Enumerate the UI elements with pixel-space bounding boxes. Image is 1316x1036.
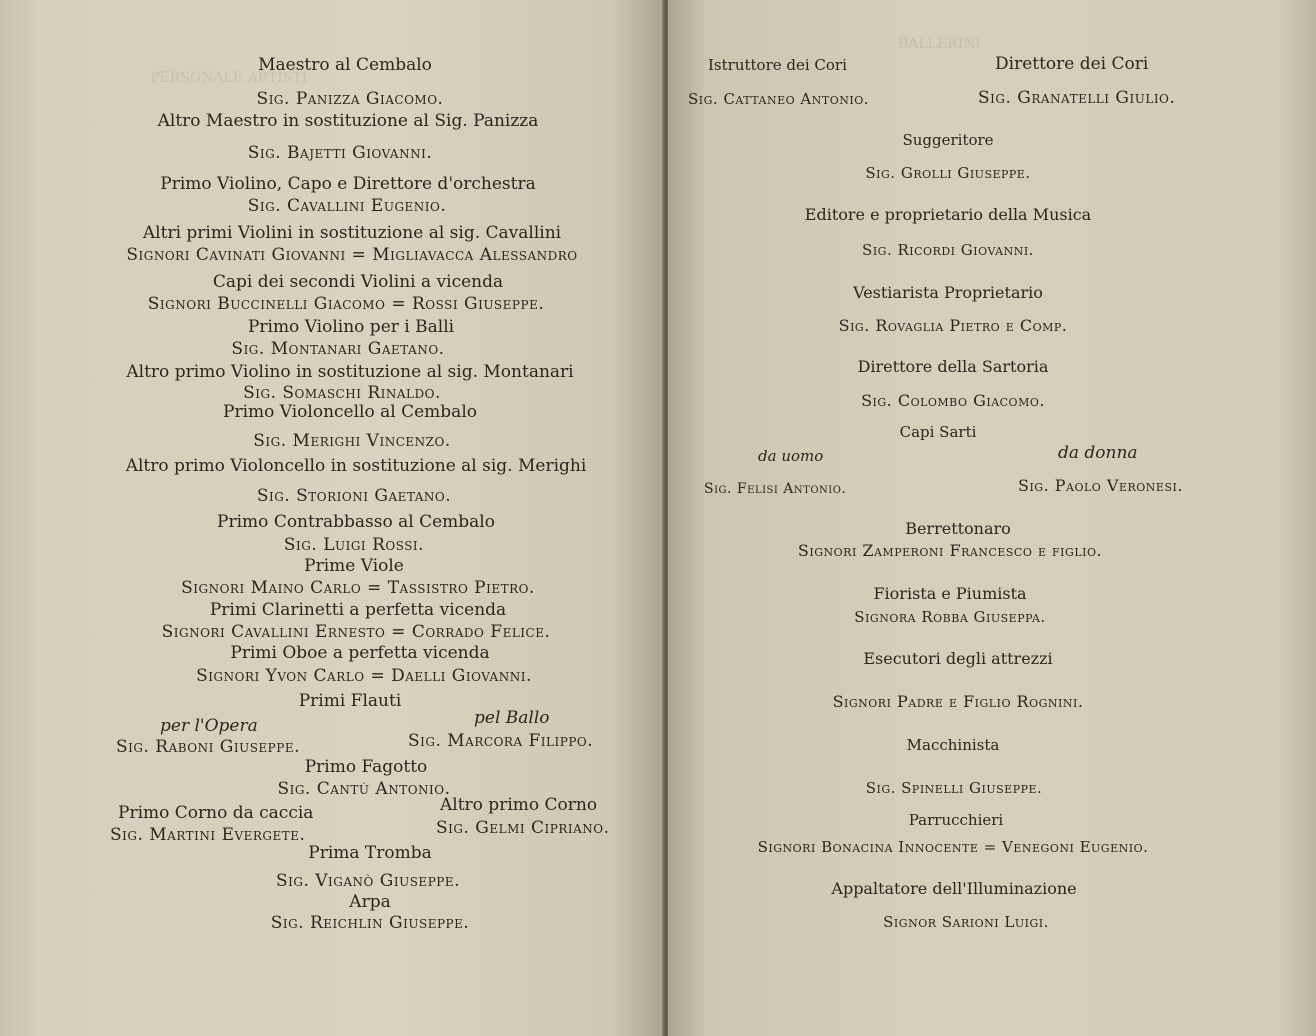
name-sartoria: Sig. Colombo Giacomo. xyxy=(861,391,1045,410)
name-direttore-cori: Sig. Granatelli Giulio. xyxy=(978,88,1176,108)
heading-violino-balli: Primo Violino per i Balli xyxy=(247,317,455,337)
heading-illuminazione: Appaltatore dell'Illuminazione xyxy=(831,879,1077,898)
name-vestiarista: Sig. Rovaglia Pietro e Comp. xyxy=(838,316,1068,335)
name-macchinista: Sig. Spinelli Giuseppe. xyxy=(865,779,1043,797)
heading-macchinista: Macchinista xyxy=(906,736,1000,754)
name-maestro-cembalo: Sig. Panizza Giacomo. xyxy=(256,89,444,109)
name-fagotto: Sig. Cantù Antonio. xyxy=(277,779,451,799)
heading-berrettonaro: Berrettonaro xyxy=(905,519,1011,538)
heading-altri-primi-violini: Altri primi Violini in sostituzione al sig. Cavallini xyxy=(142,223,562,243)
heading-clarinetti: Primi Clarinetti a perfetta vicenda xyxy=(209,600,507,620)
heading-fiorista: Fiorista e Piumista xyxy=(873,584,1027,603)
name-flauti-ballo: Sig. Marcora Filippo. xyxy=(408,731,594,751)
bleed-through-text: PERSONALE ARTISTI xyxy=(150,70,308,86)
heading-violoncello: Primo Violoncello al Cembalo xyxy=(223,402,477,422)
name-tromba: Sig. Viganò Giuseppe. xyxy=(275,871,461,891)
heading-parrucchieri: Parrucchieri xyxy=(908,811,1004,829)
label-sarti-uomo: da uomo xyxy=(758,447,824,465)
heading-suggeritore: Suggeritore xyxy=(902,131,994,149)
heading-tromba: Prima Tromba xyxy=(308,843,432,863)
heading-altro-corno: Altro primo Corno xyxy=(440,795,598,815)
name-altro-violoncello: Sig. Storioni Gaetano. xyxy=(256,486,452,506)
name-altro-violino: Sig. Somaschi Rinaldo. xyxy=(243,383,441,403)
heading-contrabbasso: Primo Contrabbasso al Cembalo xyxy=(217,512,495,532)
name-arpa: Sig. Reichlin Giuseppe. xyxy=(270,913,470,933)
heading-attrezzi: Esecutori degli attrezzi xyxy=(863,649,1053,668)
heading-arpa: Arpa xyxy=(349,892,391,912)
name-fiorista: Signora Robba Giuseppa. xyxy=(854,608,1046,626)
name-violino-balli: Sig. Montanari Gaetano. xyxy=(231,339,445,359)
label-flauti-ballo: pel Ballo xyxy=(474,708,550,728)
name-istruttore-cori: Sig. Cattaneo Antonio. xyxy=(688,90,869,108)
heading-altro-violino: Altro primo Violino in sostituzione al sig. Montanari xyxy=(126,362,574,382)
name-attrezzi: Signori Padre e Figlio Rognini. xyxy=(832,692,1084,711)
heading-editore: Editore e proprietario della Musica xyxy=(804,205,1092,224)
name-suggeritore: Sig. Grolli Giuseppe. xyxy=(865,164,1031,182)
heading-maestro-cembalo: Maestro al Cembalo xyxy=(258,55,432,75)
right-page xyxy=(668,0,1316,1036)
names-clarinetti: Signori Cavallini Ernesto = Corrado Felice. xyxy=(161,622,551,642)
heading-vestiarista: Vestiarista Proprietario xyxy=(853,283,1043,302)
name-altro-corno: Sig. Gelmi Cipriano. xyxy=(436,818,610,838)
names-oboe: Signori Yvon Carlo = Daelli Giovanni. xyxy=(196,666,532,686)
name-contrabbasso: Sig. Luigi Rossi. xyxy=(283,535,425,555)
names-viole: Signori Maino Carlo = Tassistro Pietro. xyxy=(181,578,535,598)
heading-primo-violino: Primo Violino, Capo e Direttore d'orchestra xyxy=(160,174,536,194)
heading-capi-sarti: Capi Sarti xyxy=(899,423,977,441)
name-corno-caccia: Sig. Martini Evergete. xyxy=(110,825,306,845)
name-illuminazione: Signor Sarioni Luigi. xyxy=(883,913,1049,931)
label-flauti-opera: per l'Opera xyxy=(160,716,258,736)
heading-altro-violoncello: Altro primo Violoncello in sostituzione al sig. Merighi xyxy=(125,456,587,476)
heading-istruttore-cori: Istruttore dei Cori xyxy=(708,56,847,74)
name-editore: Sig. Ricordi Giovanni. xyxy=(862,241,1034,259)
heading-sartoria: Direttore della Sartoria xyxy=(857,357,1049,376)
name-sarti-donna: Sig. Paolo Veronesi. xyxy=(1018,476,1183,495)
name-primo-violino: Sig. Cavallini Eugenio. xyxy=(247,196,447,216)
name-violoncello: Sig. Merighi Vincenzo. xyxy=(253,431,451,451)
bleed-through-text: BALLERINI xyxy=(898,36,982,52)
name-berrettonaro: Signori Zamperoni Francesco e figlio. xyxy=(797,541,1103,560)
heading-viole: Prime Viole xyxy=(304,556,404,576)
heading-capi-secondi: Capi dei secondi Violini a vicenda xyxy=(212,272,504,292)
names-parrucchieri: Signori Bonacina Innocente = Venegoni Eugenio. xyxy=(757,838,1149,856)
names-altri-primi-violini: Signori Cavinati Giovanni = Migliavacca Alessandro xyxy=(126,245,578,265)
heading-flauti: Primi Flauti xyxy=(298,691,402,711)
name-flauti-opera: Sig. Raboni Giuseppe. xyxy=(116,737,300,757)
label-sarti-donna: da donna xyxy=(1058,443,1138,463)
names-capi-secondi: Signori Buccinelli Giacomo = Rossi Giuseppe. xyxy=(147,294,545,314)
heading-altro-maestro: Altro Maestro in sostituzione al Sig. Panizza xyxy=(157,111,539,131)
heading-corno-caccia: Primo Corno da caccia xyxy=(118,803,314,823)
heading-direttore-cori: Direttore dei Cori xyxy=(995,54,1149,74)
name-altro-maestro: Sig. Bajetti Giovanni. xyxy=(247,143,433,163)
name-sarti-uomo: Sig. Felisi Antonio. xyxy=(704,481,847,497)
heading-fagotto: Primo Fagotto xyxy=(304,757,428,777)
heading-oboe: Primi Oboe a perfetta vicenda xyxy=(230,643,490,663)
